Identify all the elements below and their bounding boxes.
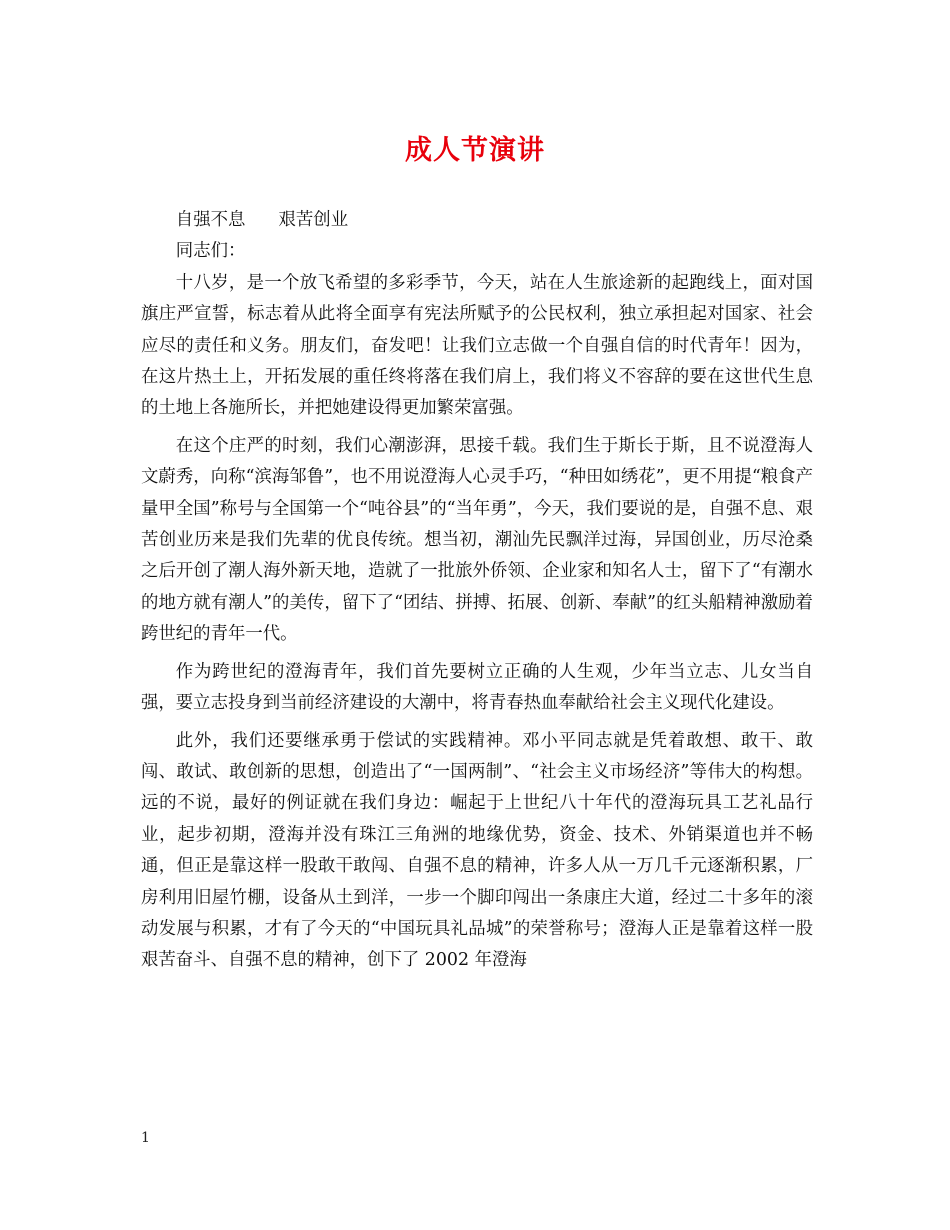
paragraph-4: 此外，我们还要继承勇于偿试的实践精神。邓小平同志就是凭着敢想、敢干、敢闯、敢试、敢创新的思想，创造出了“一国两制”、“社会主义市场经济”等伟大的构想。远的不说，最好的例证就在我们身边：崛起于上世纪八十年代的澄海玩具工艺礼品行业，起步初期，澄海并没有珠江三角洲的地缘优势，资金、技术、外销渠道也并不畅通，但正是靠这样一股敢干敢闯、自强不息的精神，许多人从一万几千元逐渐积累，厂房利用旧屋竹棚，设备从土到洋，一步一个脚印闯出一条康庄大道，经过二十多年的滚动发展与积累，才有了今天的“中国玩具礼品城”的荣誉称号；澄海人正是靠着这样一股艰苦奋斗、自强不息的精神，创下了 2002 年澄海 — [141, 730, 813, 971]
document-subtitle: 自强不息 艰苦创业 — [175, 210, 349, 230]
document-body — [141, 205, 813, 977]
paragraph-3: 作为跨世纪的澄海青年，我们首先要树立正确的人生观，少年当立志、儿女当自强，要立志投身到当前经济建设的大潮中，将青春热血奉献给社会主义现代化建设。 — [141, 661, 813, 714]
document-title: 成人节演讲 — [405, 135, 545, 166]
salutation: 同志们： — [175, 241, 246, 262]
paragraph-2: 在这个庄严的时刻，我们心潮澎湃，思接千载。我们生于斯长于斯，且不说澄海人文蔚秀，向称“滨海邹鲁”，也不用说澄海人心灵手巧，“种田如绣花”，更不用提“粮食产量甲全国”称号与全国第一个“吨谷县”的“当年勇”，今天，我们要说的是，自强不息、艰苦创业历来是我们先辈的优良传统。想当初，潮汕先民飘洋过海，异国创业，历尽沧桑之后开创了潮人海外新天地，造就了一批旅外侨领、企业家和知名人士，留下了“有潮水的地方就有潮人”的美传，留下了“团结、拼搏、拓展、创新、奉献”的红头船精神激励着跨世纪的青年一代。 — [141, 435, 813, 645]
paragraph-1: 十八岁，是一个放飞希望的多彩季节，今天，站在人生旅途新的起跑线上，面对国旗庄严宣誓，标志着从此将全面享有宪法所赋予的公民权利，独立承担起对国家、社会应尽的责任和义务。朋友们，奋发吧！让我们立志做一个自强自信的时代青年！因为，在这片热土上，开拓发展的重任终将落在我们肩上，我们将义不容辞的要在这世代生息的土地上各施所长，并把她建设得更加繁荣富强。 — [141, 272, 813, 419]
page-number: 1 — [141, 1130, 150, 1146]
